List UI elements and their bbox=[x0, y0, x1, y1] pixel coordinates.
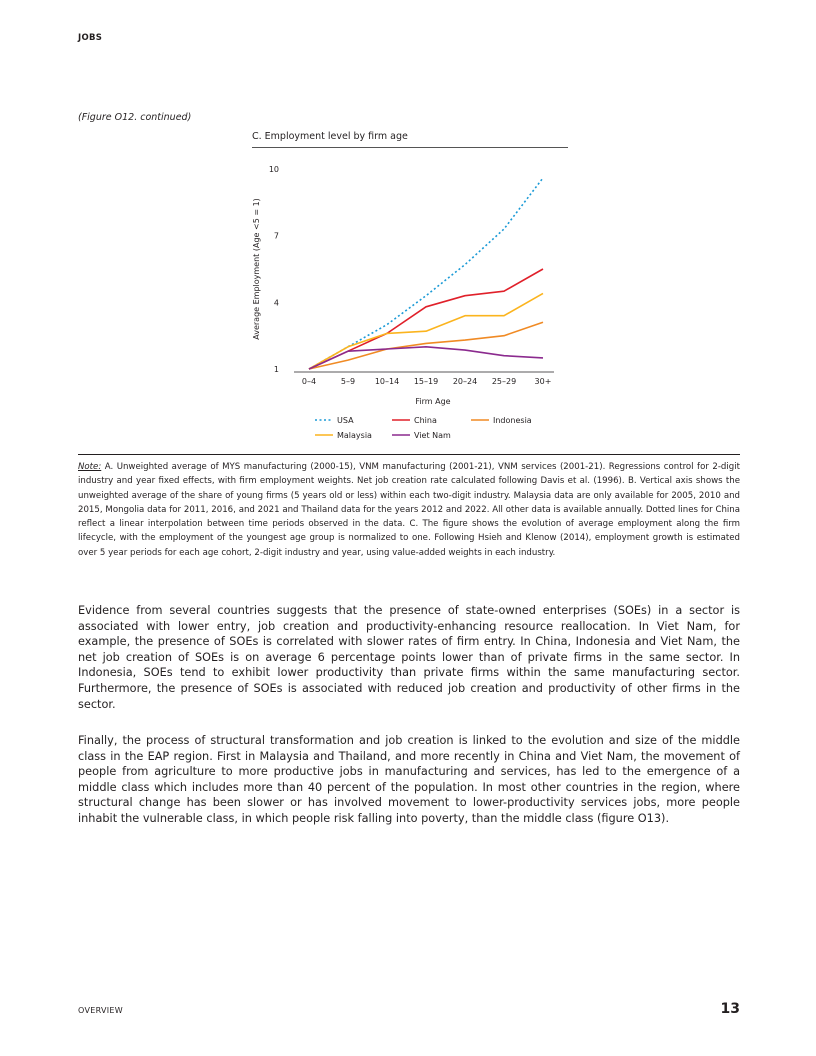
y-axis-label: Average Employment (Age <5 = 1) bbox=[252, 198, 261, 340]
page-number: 13 bbox=[720, 1001, 740, 1017]
y-tick-label: 7 bbox=[273, 231, 279, 241]
chart-title: C. Employment level by firm age bbox=[252, 131, 408, 142]
note-text: A. Unweighted average of MYS manufacturing (2000-15), VNM manufacturing (2001-21), VNM services (2001-21). Regressions control for 2-digit industry and year fixed effects, with firm employment weights. Net job creation rate calculated following Davis et al. (1996). B. Vertical axis shows the unweighted average of the share of young firms (5 years old or less) within each two-digit industry. Malaysia data are only available for 2005, 2010 and 2015, Mongolia data for 2011, 2016, and 2021 and Thailand data for the years 2012 and 2022. All other data is available annually. Dotted lines for China reflect a linear interpolation between time periods observed in the data. C. The figure shows the evolution of average employment along the firm lifecycle, with the employment of the youngest age group is normalized to one. Following Hsieh and Klenow (2014), employment growth is estimated over 5 year periods for each age cohort, 2-digit industry and year, using value-added weights in each industry. bbox=[78, 462, 740, 558]
chart-title-rule bbox=[252, 147, 568, 148]
x-tick-label: 10–14 bbox=[374, 377, 400, 386]
x-axis-label: Firm Age bbox=[415, 397, 451, 406]
body-paragraph-1: Evidence from several countries suggests that the presence of state-owned enterprises (SOEs) in a sector is associated with lower entry, job creation and productivity-enhancing resource reallocation. In Viet Nam, for example, the presence of SOEs is correlated with slower rates of firm entry. In China, Indonesia and Viet Nam, the net job creation of SOEs is on average 6 percentage points lower than of private firms in the same sector. In Indonesia, SOEs tend to exhibit lower productivity than private firms within the same manufacturing sector. Furthermore, the presence of SOEs is associated with reduced job creation and productivity of other firms in the sector. bbox=[78, 604, 740, 711]
series-line-china bbox=[309, 269, 543, 369]
x-tick-label: 20–24 bbox=[452, 377, 478, 386]
y-tick-label: 10 bbox=[268, 165, 279, 174]
footer-section: OVERVIEW bbox=[78, 1006, 124, 1015]
legend-label: Viet Nam bbox=[414, 431, 451, 440]
note-label: Note: bbox=[78, 462, 102, 472]
series-line-malaysia bbox=[309, 293, 543, 369]
series-line-viet-nam bbox=[309, 347, 543, 369]
x-tick-label: 15–19 bbox=[413, 377, 439, 386]
note-rule bbox=[78, 454, 740, 455]
x-tick-label: 5–9 bbox=[340, 377, 356, 386]
legend-label: China bbox=[414, 416, 437, 425]
x-tick-label: 0–4 bbox=[301, 377, 317, 386]
figure-continued-label: (Figure O12. continued) bbox=[78, 112, 192, 123]
x-tick-label: 30+ bbox=[534, 377, 552, 386]
legend-label: USA bbox=[337, 416, 354, 425]
figure-note bbox=[78, 460, 740, 560]
employment-chart bbox=[240, 150, 570, 450]
legend-label: Indonesia bbox=[493, 416, 532, 425]
running-header: JOBS bbox=[78, 33, 103, 43]
body-paragraph-2: Finally, the process of structural transformation and job creation is linked to the evolution and size of the middle class in the EAP region. First in Malaysia and Thailand, and more recently in China and Viet Nam, the movement of people from agriculture to more productive jobs in manufacturing and services, has led to the emergence of a middle class which includes more than 40 percent of the population. In most other countries in the region, where structural change has been slower or has involved movement to lower-productivity services jobs, more people inhabit the vulnerable class, in which people risk falling into poverty, than the middle class (figure O13). bbox=[78, 734, 740, 825]
y-tick-label: 4 bbox=[273, 298, 279, 308]
series-line-indonesia bbox=[309, 322, 543, 369]
y-tick-label: 1 bbox=[273, 365, 279, 374]
series-line-usa bbox=[309, 178, 543, 369]
legend-label: Malaysia bbox=[337, 431, 372, 440]
x-tick-label: 25–29 bbox=[491, 377, 517, 386]
